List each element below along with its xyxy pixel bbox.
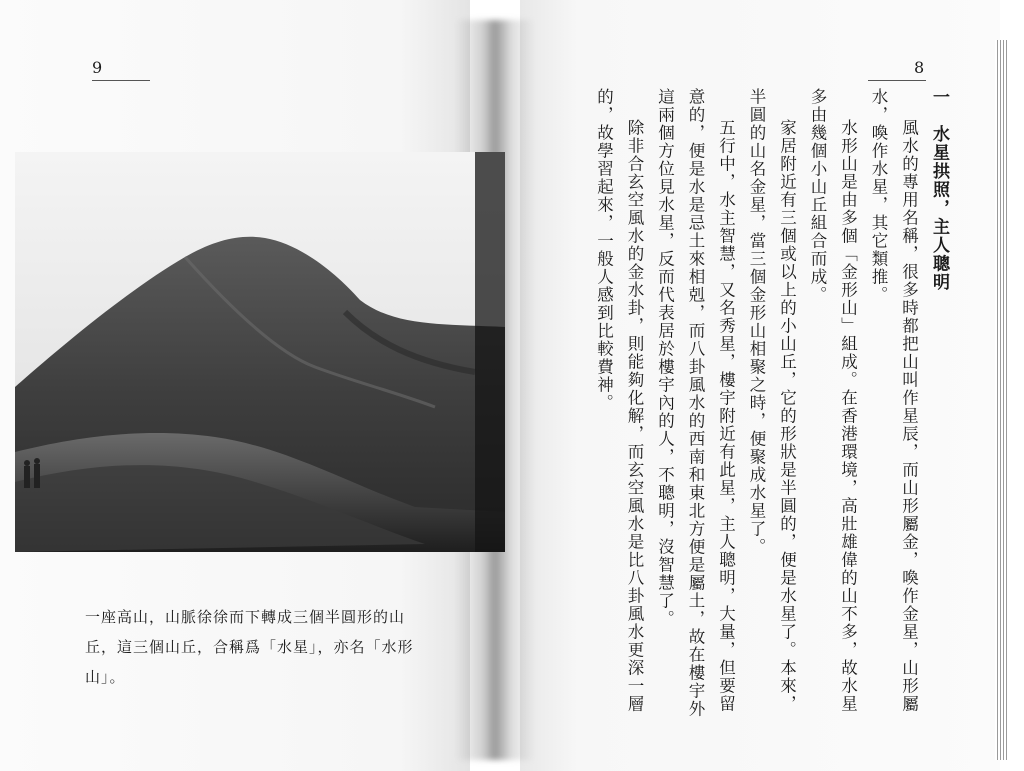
paragraph: 水形山是由多個「金形山」組成。在香港環境，高壯雄偉的山不多，故水星多由幾個小山丘組合而成。 bbox=[808, 88, 858, 714]
paragraph: 家居附近有三個或以上的小山丘，它的形狀是半圓的，便是水星了。本來，半圓的山名金星，當三個金形山相聚之時，便聚成水星了。 bbox=[747, 88, 797, 714]
paragraph: 五行中，水主智慧，又名秀星，樓宇附近有此星，主人聰明，大量，但要留意的，便是水是忌土來相剋，而八卦風水的西南和東北方便是屬土，故在樓宇外這兩個方位見水星，反而代表居於樓宇內的人，不聰明，沒智慧了。 bbox=[655, 88, 736, 718]
caption-line: 丘，這三個山丘，合稱爲「水星」，亦名「水形 bbox=[85, 638, 414, 656]
photo-caption bbox=[85, 602, 460, 692]
paragraph: 除非合玄空風水的金水卦，則能夠化解，而玄空風水是比八卦風水更深一層的，故學習起來，一般人感到比較費神。 bbox=[594, 88, 644, 714]
body-text bbox=[588, 88, 954, 728]
mountain-photo bbox=[15, 152, 505, 552]
section-heading: 一 水星拱照，主人聰明 bbox=[929, 88, 949, 292]
paragraph: 風水的專用名稱，很多時都把山叫作星辰，而山形屬金，喚作金星，山形屬水，喚作水星，其它類推。 bbox=[869, 88, 919, 714]
page-rule-left bbox=[92, 80, 150, 81]
page-number-left: 9 bbox=[92, 58, 103, 77]
caption-line: 山」。 bbox=[85, 668, 126, 686]
page-rule-right bbox=[868, 80, 926, 81]
page-edges bbox=[995, 40, 1009, 760]
caption-line: 一座高山，山脈徐徐而下轉成三個半圓形的山 bbox=[85, 608, 406, 626]
page-number-right: 8 bbox=[914, 58, 925, 77]
